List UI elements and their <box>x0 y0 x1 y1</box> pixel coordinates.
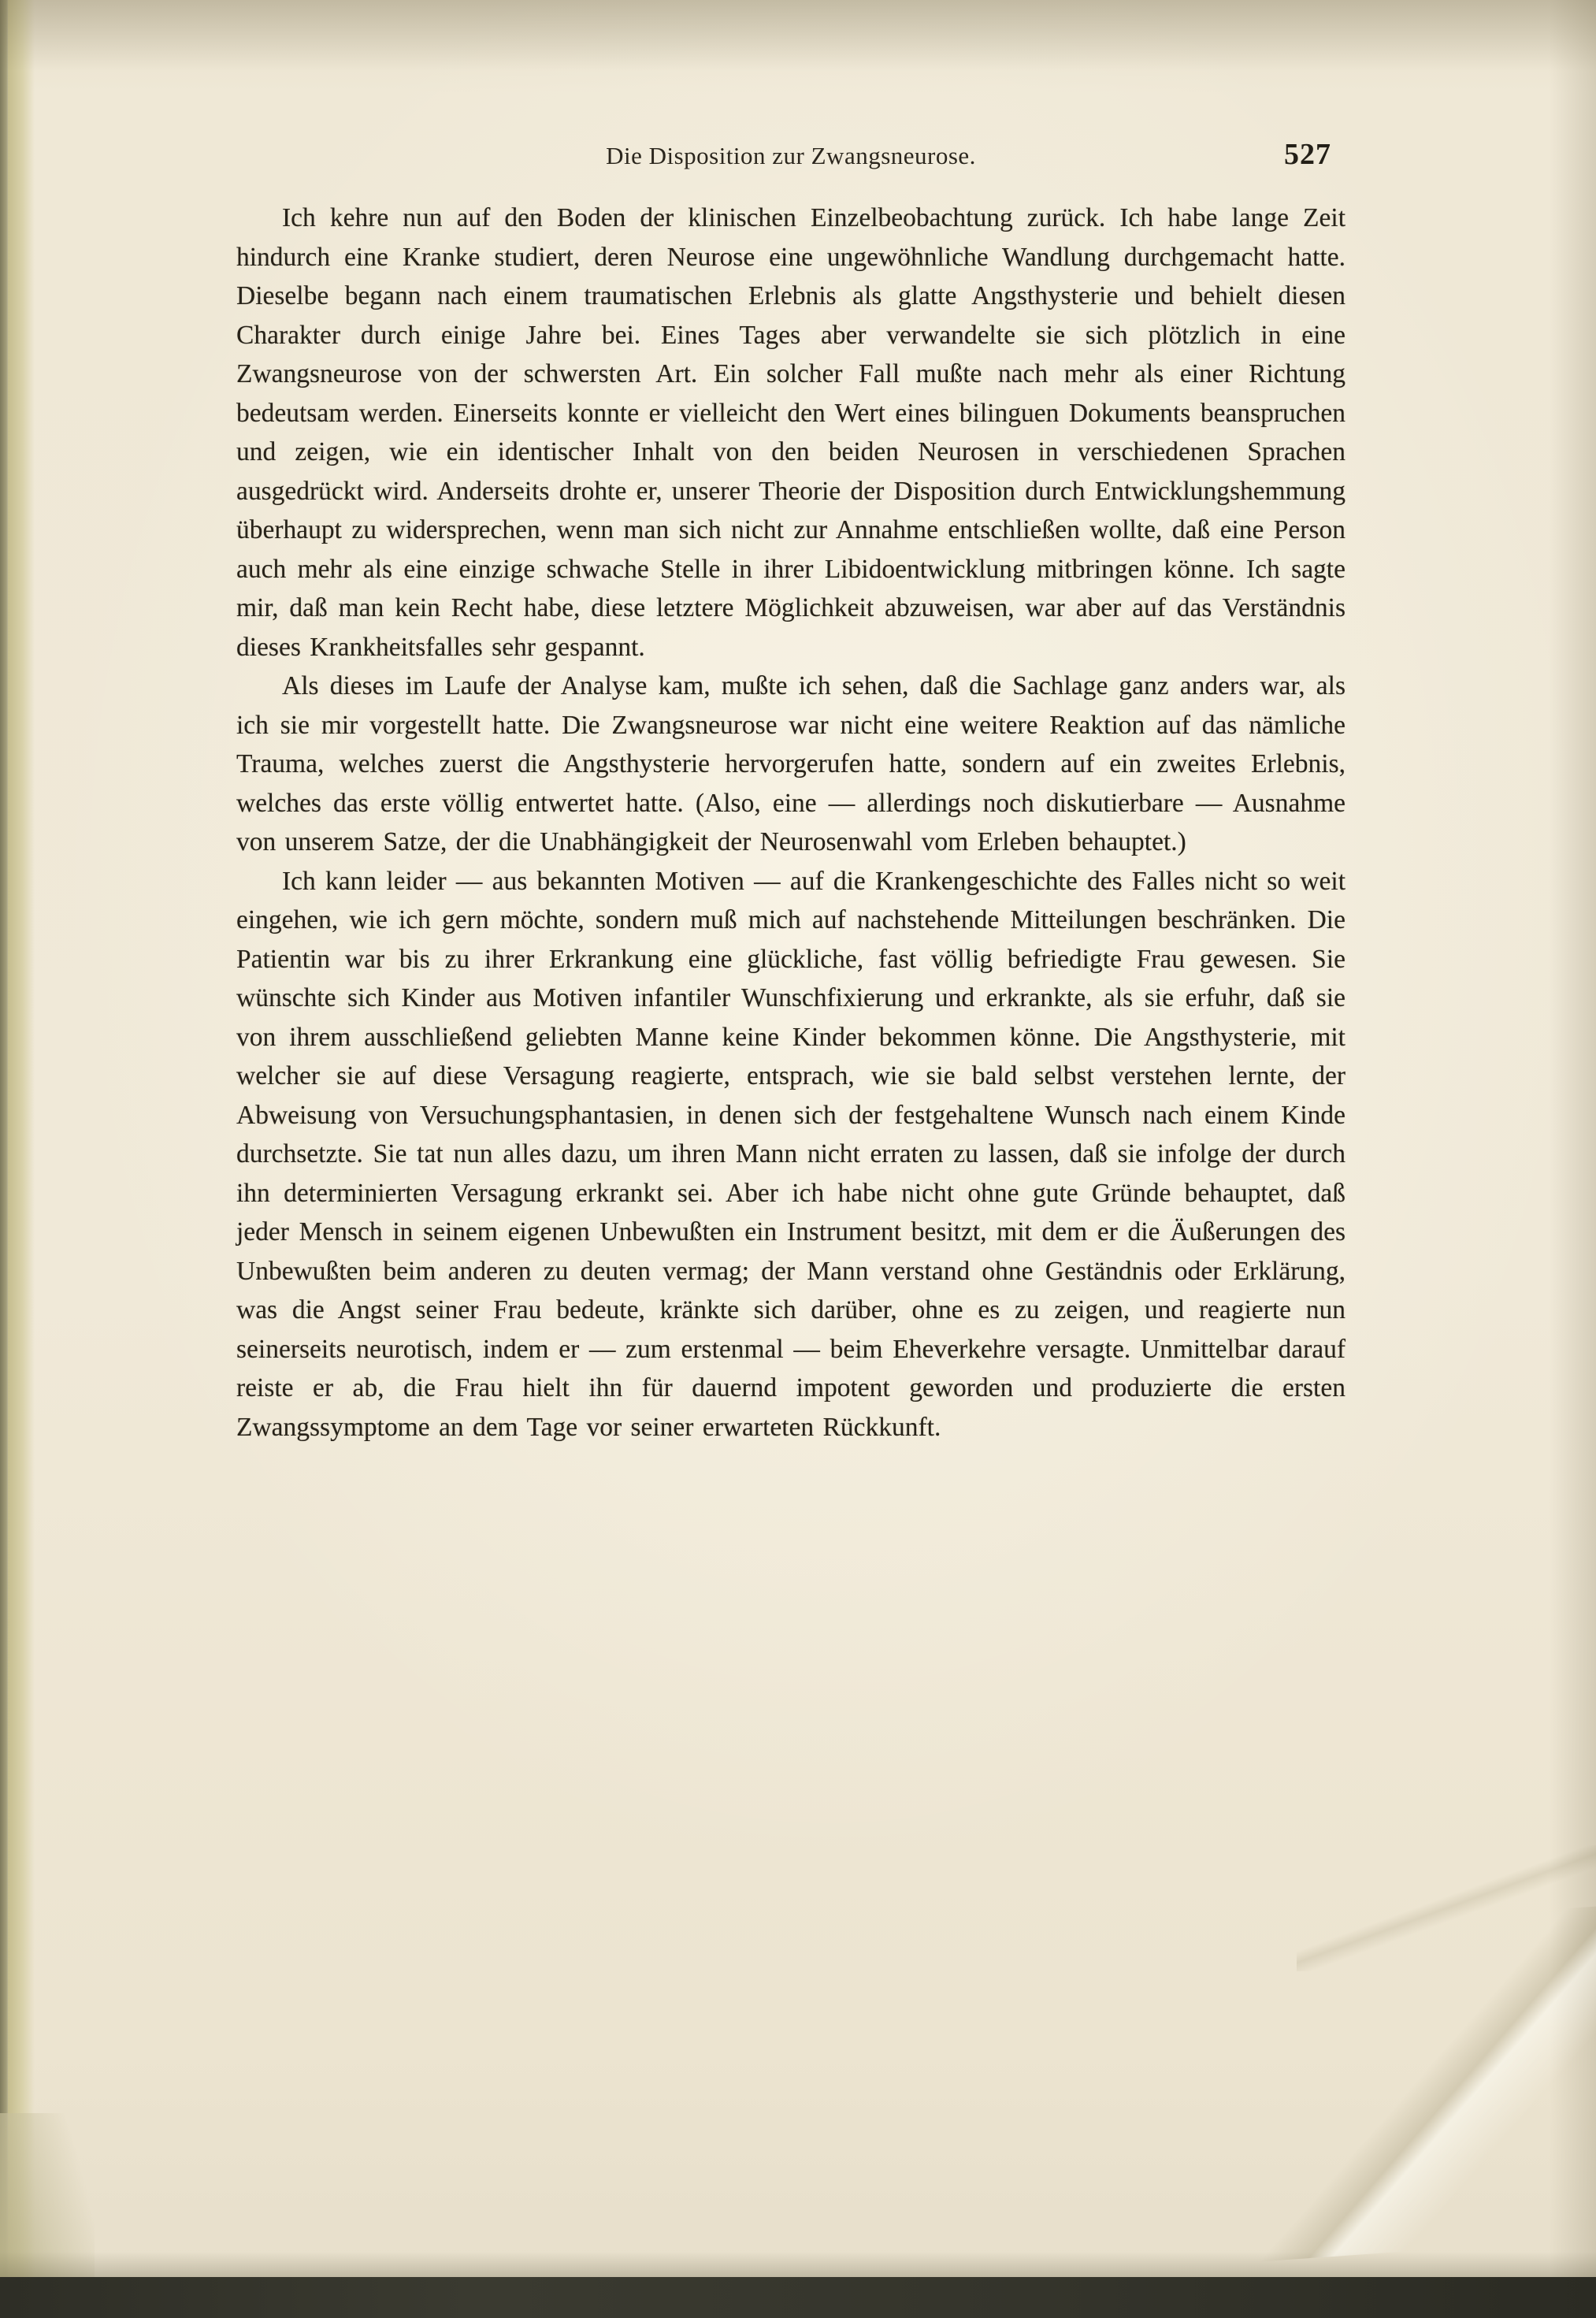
paper-crease <box>1297 1845 1596 1971</box>
scan-bottom-fade <box>0 2252 1596 2280</box>
paragraph: Als dieses im Laufe der Analyse kam, mußte ich sehen, daß die Sachlage ganz anders war, als ich sie mir vorgestellt hatte. Die Zwangsneurose war nicht eine weitere Reaktion auf das nämliche Trauma, welches zuerst die Angsthysterie hervorgerufen hatte, sondern auf ein zweites Erlebnis, welches das erste völlig entwertet hatte. (Also, eine — allerdings noch diskutierbare — Ausnahme von unserem Satze, der die Unabhängigkeit der Neurosenwahl vom Erleben behauptet.) <box>236 671 1345 856</box>
page-top-shadow <box>0 0 1596 71</box>
body-text <box>236 199 1345 1447</box>
running-header-title: Die Disposition zur Zwangsneurose. <box>606 142 976 169</box>
scan-bottom-strip <box>0 2277 1596 2318</box>
paragraph: Ich kann leider — aus bekannten Motiven — auf die Krankengeschichte des Falles nicht so weit eingehen, wie ich gern möchte, sondern muß mich auf nachstehende Mitteilungen beschränken. Die Patientin war bis zu ihrer Erkrankung eine glückliche, fast völlig befriedigte Frau gewesen. Sie wünschte sich Kinder aus Motiven infantiler Wunschfixierung und erkrankte, als sie erfuhr, daß sie von ihrem ausschließend geliebten Manne keine Kinder bekommen könne. Die Angsthysterie, mit welcher sie auf diese Versagung reagierte, entsprach, wie sie bald selbst verstehen lernte, der Abweisung von Versuchungsphantasien, in denen sich der festgehaltene Wunsch nach einem Kinde durchsetzte. Sie tat nun alles dazu, um ihren Mann nicht erraten zu lassen, daß sie infolge der durch ihn determinierten Versagung erkrankt sei. Aber ich habe nicht ohne gute Gründe behauptet, daß jeder Mensch in seinem eigenen Unbewußten ein Instrument besitzt, mit dem er die Äußerungen des Unbewußten beim anderen zu deuten vermag; der Mann verstand ohne Geständnis oder Erklärung, was die Angst seiner Frau bedeute, kränkte sich darüber, ohne es zu zeigen, und reagierte nun seinerseits neurotisch, indem er — zum erstenmal — beim Eheverkehre versagte. Unmittelbar darauf reiste er ab, die Frau hielt ihn für dauernd impotent geworden und produzierte die ersten Zwangssymptome an dem Tage vor seiner erwarteten Rückkunft. <box>236 866 1345 1442</box>
text-block <box>236 138 1345 1447</box>
page-left-edge <box>8 0 35 2318</box>
page-number: 527 <box>1284 138 1331 171</box>
paragraph: Ich kehre nun auf den Boden der klinischen Einzelbeobachtung zurück. Ich habe lange Zeit hindurch eine Kranke studiert, deren Neurose eine ungewöhnliche Wandlung durchgemacht hatte. Dieselbe begann nach einem traumatischen Erlebnis als glatte Angsthysterie und behielt diesen Charakter durch einige Jahre bei. Eines Tages aber verwandelte sie sich plötzlich in eine Zwangsneurose von der schwersten Art. Ein solcher Fall mußte nach mehr als einer Richtung bedeutsam werden. Einerseits konnte er vielleicht den Wert eines bilinguen Dokuments beanspruchen und zeigen, wie ein identischer Inhalt von den beiden Neurosen in verschiedenen Sprachen ausgedrückt wird. Anderseits drohte er, unserer Theorie der Disposition durch Entwicklungshemmung überhaupt zu widersprechen, wenn man sich nicht zur Annahme entschließen wollte, daß eine Person auch mehr als eine einzige schwache Stelle in ihrer Libidoentwicklung mitbringen könne. Ich sagte mir, daß man kein Recht habe, diese letztere Möglichkeit abzuweisen, war aber auf das Verständnis dieses Krankheitsfalles sehr gespannt. <box>236 203 1345 662</box>
running-head <box>236 138 1345 199</box>
